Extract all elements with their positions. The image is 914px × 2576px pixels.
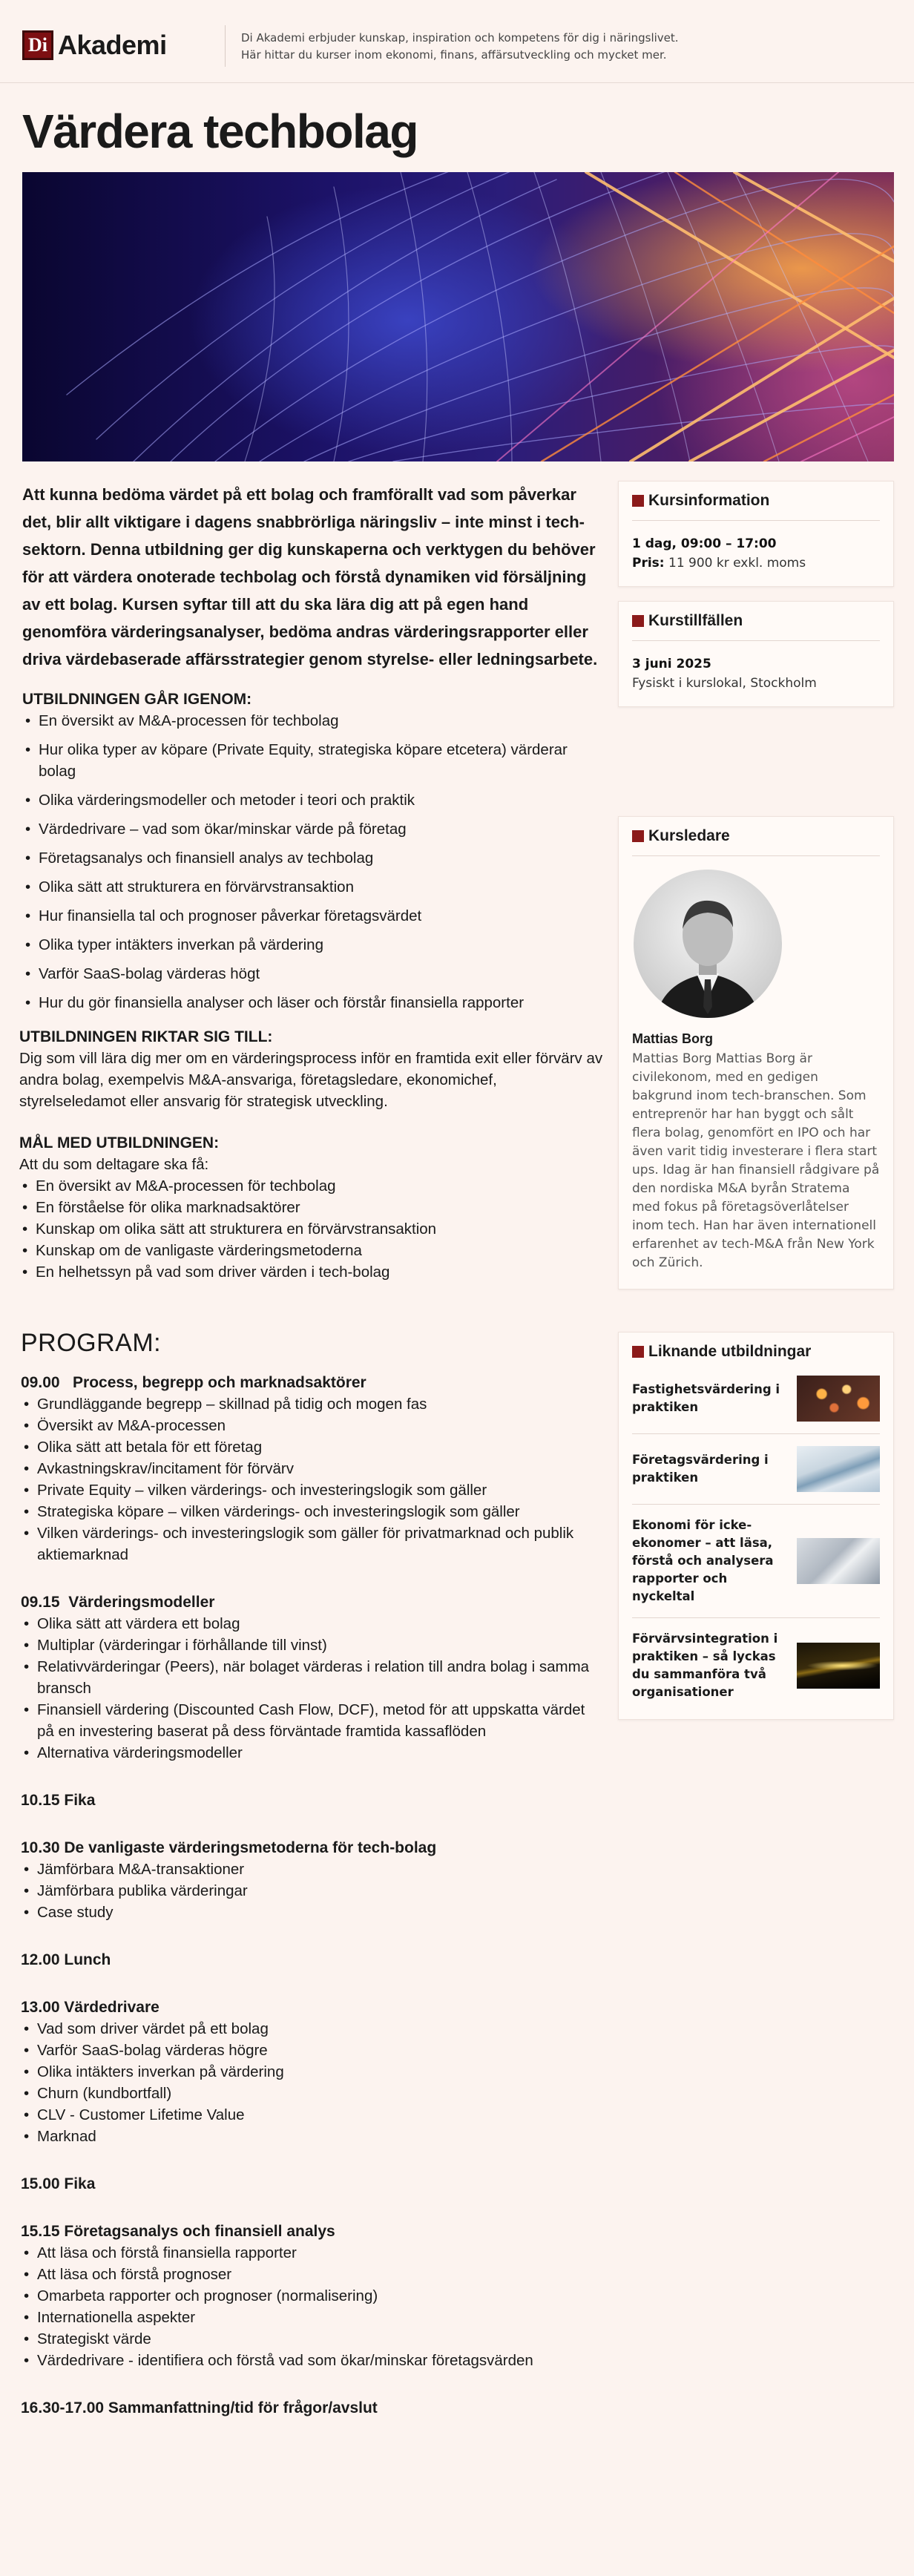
program-block-list [21, 2018, 605, 2147]
course-info-card [618, 481, 894, 587]
program-block [21, 1950, 605, 1971]
card-heading: Kursledare [632, 827, 880, 856]
program-block-list [21, 1613, 605, 1764]
header-divider [225, 25, 226, 67]
list-item: • Grundläggande begrepp – skillnad på tidig och mogen fas [21, 1393, 605, 1415]
list-item: • Hur du gör finansiella analyser och läser och förstår finansiella rapporter [22, 992, 605, 1013]
list-item: • Internationella aspekter [21, 2307, 605, 2328]
sidebar-similar [618, 1332, 894, 1720]
sidebar-sessions [618, 601, 894, 707]
list-item: • Olika typer intäkters inverkan på värdering [22, 934, 605, 956]
program-block [21, 1838, 605, 1923]
list-item: • Olika sätt att betala för ett företag [21, 1436, 605, 1458]
hero-network-graphic [22, 172, 894, 461]
card-heading: Kursinformation [632, 492, 880, 521]
heading-square-icon [632, 830, 644, 842]
course-sessions-card [618, 601, 894, 707]
covers-heading: UTBILDNINGEN GÅR IGENOM: [22, 691, 252, 708]
similar-course-title: Förvärvsintegration i praktiken – så lyckas du sammanföra två organisationer [632, 1632, 778, 1699]
logo-text: Akademi [58, 30, 167, 60]
program-block-title: 09.00 Process, begrepp och marknadsaktörer [21, 1374, 366, 1391]
course-thumbnail [797, 1446, 880, 1492]
heading-square-icon [632, 615, 644, 627]
card-heading: Liknande utbildningar [632, 1343, 880, 1371]
list-item: • Vad som driver värdet på ett bolag [21, 2018, 605, 2040]
similar-course-link[interactable] [632, 1434, 880, 1505]
similar-course-link[interactable] [632, 1371, 880, 1434]
main-content [19, 481, 605, 2445]
program-block [21, 2174, 605, 2195]
similar-courses-card [618, 1332, 894, 1720]
list-item: • Case study [21, 1902, 605, 1923]
program-section [21, 1329, 605, 2419]
program-block-title: 12.00 Lunch [21, 1951, 111, 1968]
program-block [21, 2398, 605, 2419]
list-item: • Olika sätt att strukturera en förvärvstransaktion [22, 876, 605, 898]
course-thumbnail [797, 1538, 880, 1584]
list-item: • En förståelse för olika marknadsaktörer [19, 1197, 605, 1218]
teacher-card [618, 816, 894, 1289]
course-time: 1 dag, 09:00 – 17:00 [632, 536, 777, 551]
program-block-title: 15.15 Företagsanalys och finansiell analys [21, 2223, 335, 2240]
course-price: Pris: 11 900 kr exkl. moms [632, 556, 806, 571]
audience-text: Dig som vill lära dig mer om en värderingsprocess inför en framtida exit eller förvärv av andra bolag, exempelvis M&A-ansvariga, företagsledare, ekonomichef, styrelseledamot eller ansvarig för strategisk utveckling. [19, 1050, 603, 1110]
goals-intro: Att du som deltagare ska få: [19, 1156, 209, 1173]
list-item: • Finansiell värdering (Discounted Cash Flow, DCF), metod för att uppskatta värdet på en investering baserat på dess förväntade framtida kassaflöden [21, 1699, 605, 1742]
program-block-title: 13.00 Värdedrivare [21, 1999, 160, 2016]
list-item: • Att läsa och förstå finansiella rapporter [21, 2242, 605, 2264]
card-heading: Kurstillfällen [632, 612, 880, 641]
sidebar-teacher [618, 816, 894, 1289]
list-item: • Hur olika typer av köpare (Private Equity, strategiska köpare etcetera) värderar bolag [22, 739, 605, 782]
session-place: Fysiskt i kurslokal, Stockholm [632, 676, 817, 691]
teacher-portrait [634, 870, 782, 1018]
similar-course-title: Fastighetsvärdering i praktiken [632, 1382, 780, 1414]
similar-course-link[interactable] [632, 1505, 880, 1618]
program-block [21, 1592, 605, 1764]
audience-section [19, 1027, 605, 1112]
list-item: • Private Equity – vilken värderings- och investeringslogik som gäller [21, 1479, 605, 1501]
session-date[interactable]: 3 juni 2025 [632, 657, 711, 671]
page-title: Värdera techbolag [22, 105, 418, 158]
list-item: • Företagsanalys och finansiell analys av techbolag [22, 847, 605, 869]
logo-mark: Di [22, 30, 53, 60]
covers-list [22, 710, 605, 1013]
teacher-name: Mattias Borg [632, 1031, 714, 1046]
list-item: • Marknad [21, 2126, 605, 2147]
list-item: • Jämförbara M&A-transaktioner [21, 1859, 605, 1880]
list-item: • Kunskap om de vanligaste värderingsmetoderna [19, 1240, 605, 1261]
list-item: • Alternativa värderingsmodeller [21, 1742, 605, 1764]
goals-list [19, 1175, 605, 1283]
list-item: • Kunskap om olika sätt att strukturera en förvärvstransaktion [19, 1218, 605, 1240]
hero-image [22, 172, 894, 461]
list-item: • Olika intäkters inverkan på värdering [21, 2061, 605, 2083]
list-item: • Jämförbara publika värderingar [21, 1880, 605, 1902]
list-item: • Att läsa och förstå prognoser [21, 2264, 605, 2285]
list-item: • Vilken värderings- och investeringslogik som gäller för privatmarknad och publik aktiemarknad [21, 1522, 605, 1565]
lead-paragraph: Att kunna bedöma värdet på ett bolag och framförallt vad som påverkar det, blir allt viktigare i dagens snabbrörliga näringsliv – inte minst i tech-sektorn. Denna utbildning ger dig kunskaperna och verktygen du behöver för att värdera onoterade techbolag och förstå dynamiken vid försäljning av ett bolag. Kursen syftar till att du ska lära dig att på egen hand genomföra värderingsanalyser, bedöma andras värderingsrapporter eller driva värdebaserade affärsstrategier genom styrelse- eller ledningsarbete. [22, 485, 598, 668]
similar-course-title: Ekonomi för icke-ekonomer – att läsa, förstå och analysera rapporter och nyckeltal [632, 1518, 774, 1603]
similar-course-title: Företagsvärdering i praktiken [632, 1453, 769, 1485]
sidebar [618, 481, 894, 587]
portrait-graphic [634, 870, 782, 1018]
list-item: • Varför SaaS-bolag värderas högre [21, 2040, 605, 2061]
course-thumbnail [797, 1376, 880, 1422]
program-block-title: 10.15 Fika [21, 1792, 96, 1809]
program-block-title: 09.15 Värderingsmodeller [21, 1594, 215, 1611]
list-item: • En översikt av M&A-processen för techbolag [22, 710, 605, 732]
list-item: • Strategiska köpare – vilken värderings- och investeringslogik som gäller [21, 1501, 605, 1522]
list-item: • Olika värderingsmodeller och metoder i teori och praktik [22, 789, 605, 811]
covers-section [22, 689, 605, 1013]
goals-heading: MÅL MED UTBILDNINGEN: [19, 1134, 220, 1151]
heading-square-icon [632, 1346, 644, 1358]
program-block [21, 1790, 605, 1811]
list-item: • Avkastningskrav/incitament för förvärv [21, 1458, 605, 1479]
program-block [21, 1373, 605, 1565]
list-item: • Värdedrivare – vad som ökar/minskar värde på företag [22, 818, 605, 840]
program-block-title: 16.30-17.00 Sammanfattning/tid för frågor/avslut [21, 2399, 378, 2416]
program-block [21, 1997, 605, 2147]
program-block-title: 10.30 De vanligaste värderingsmetoderna för tech-bolag [21, 1839, 437, 1856]
list-item: • Churn (kundbortfall) [21, 2083, 605, 2104]
teacher-bio: Mattias Borg Mattias Borg är civilekonom, med en gedigen bakgrund inom tech-branschen. Som entreprenör har han byggt och sålt flera bolag, genomfört en IPO och har även varit tidig investerare i flera start ups. Idag är han finansiell rådgivare på den nordiska M&A byrån Stratema med fokus på företagsöverlåtelser inom tech. Han har även internationell erfarenhet av tech-M&A från New York och Zürich. [632, 1051, 880, 1270]
list-item: • Olika sätt att värdera ett bolag [21, 1613, 605, 1634]
header-tagline: Di Akademi erbjuder kunskap, inspiration och kompetens för dig i näringslivet. Här hittar du kurser inom ekonomi, finans, affärsutveckling och mycket mer. [241, 31, 679, 62]
list-item: • Strategiskt värde [21, 2328, 605, 2350]
similar-course-link[interactable] [632, 1618, 880, 1713]
program-block-list [21, 1859, 605, 1923]
program-block-title: 15.00 Fika [21, 2175, 96, 2192]
list-item: • En helhetssyn på vad som driver värden i tech-bolag [19, 1261, 605, 1283]
list-item: • Hur finansiella tal och prognoser påverkar företagsvärdet [22, 905, 605, 927]
program-heading: PROGRAM: [21, 1329, 162, 1357]
course-thumbnail [797, 1643, 880, 1689]
audience-heading: UTBILDNINGEN RIKTAR SIG TILL: [19, 1028, 273, 1045]
di-akademi-logo[interactable] [22, 30, 167, 61]
list-item: • En översikt av M&A-processen för techbolag [19, 1175, 605, 1197]
list-item: • Relativvärderingar (Peers), när bolaget värderas i relation till andra bolag i samma bransch [21, 1656, 605, 1699]
list-item: • Omarbeta rapporter och prognoser (normalisering) [21, 2285, 605, 2307]
list-item: • Översikt av M&A-processen [21, 1415, 605, 1436]
program-block [21, 2221, 605, 2371]
program-block-list [21, 1393, 605, 1565]
list-item: • Multiplar (värderingar i förhållande till vinst) [21, 1634, 605, 1656]
heading-square-icon [632, 495, 644, 507]
list-item: • CLV - Customer Lifetime Value [21, 2104, 605, 2126]
list-item: • Värdedrivare - identifiera och förstå vad som ökar/minskar företagsvärden [21, 2350, 605, 2371]
goals-section [19, 1133, 605, 1283]
site-header [0, 0, 914, 83]
list-item: • Varför SaaS-bolag värderas högt [22, 963, 605, 985]
program-block-list [21, 2242, 605, 2371]
